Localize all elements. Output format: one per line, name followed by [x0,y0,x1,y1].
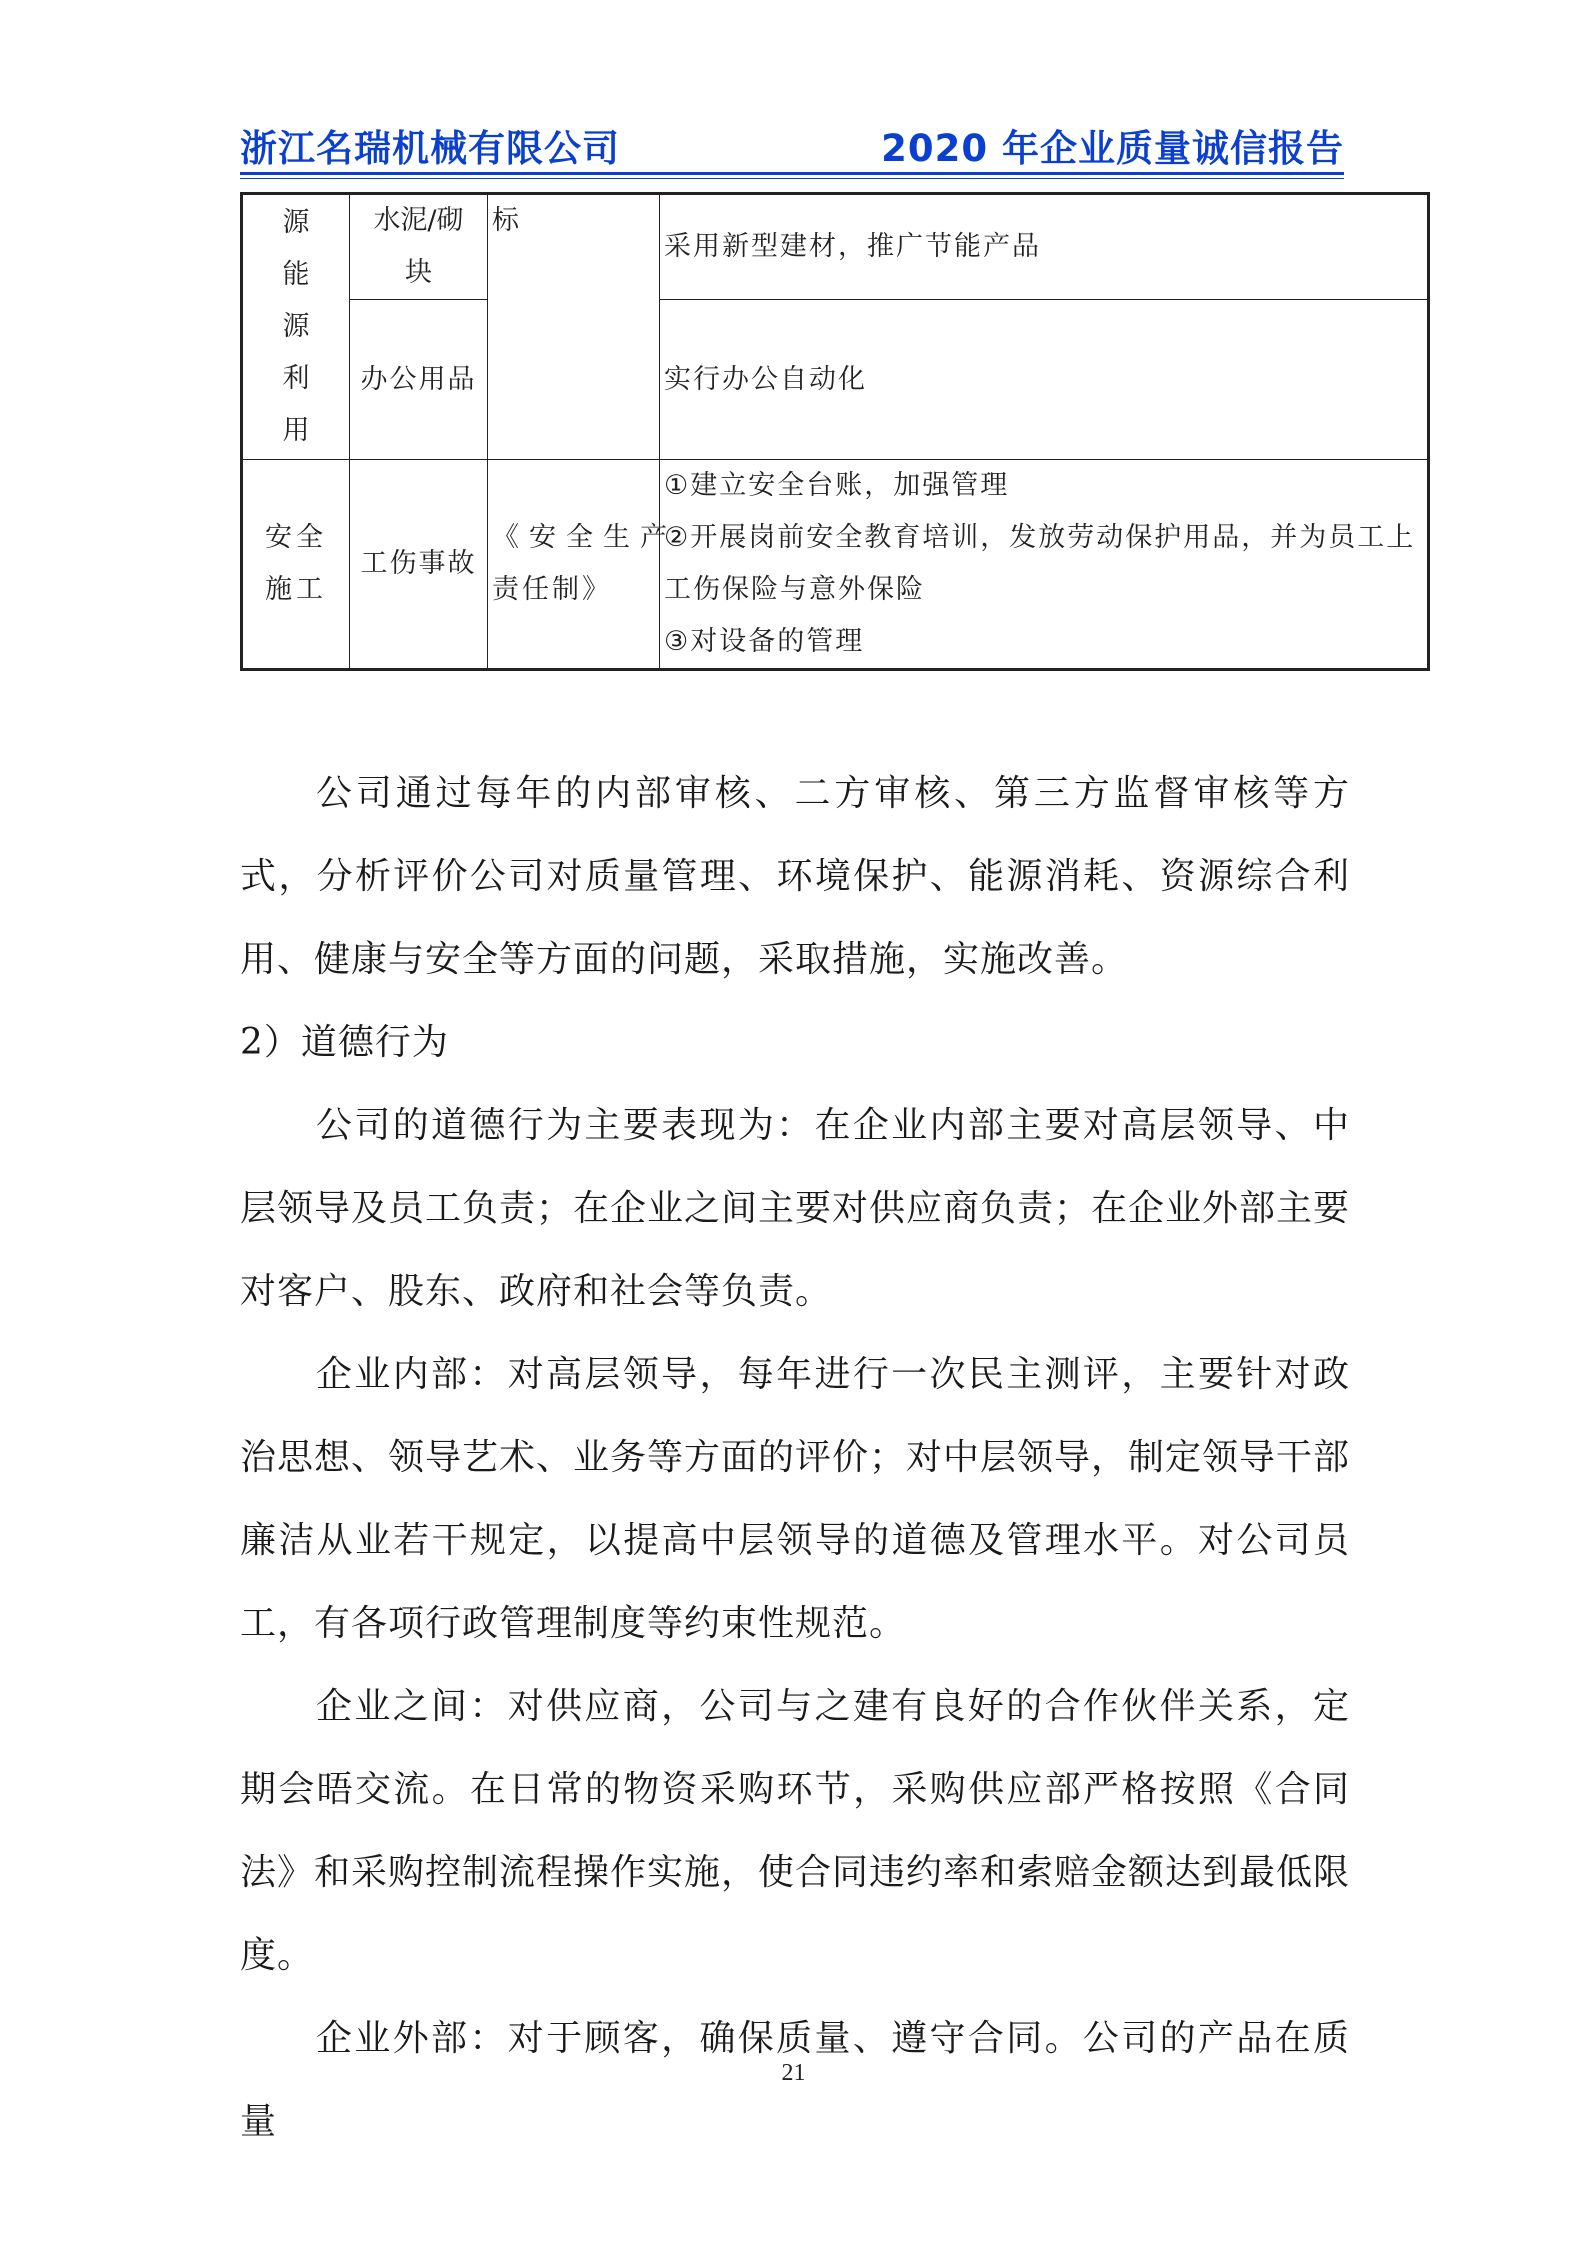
table-row [242,300,1429,460]
header-rule [240,172,1344,175]
category-char: 源 [282,207,310,238]
paragraph-external: 企业外部：对于顾客，确保质量、遵守合同。公司的产品在质量 [240,2018,1350,2142]
header-bar [240,118,1344,174]
paragraph-audit: 公司通过每年的内部审核、二方审核、第三方监督审核等方式，分析评价公司对质量管理、环境保护、能源消耗、资源综合利用、健康与安全等方面的问题，采取措施，实施改善。 [240,773,1350,980]
category-char: 源 [282,311,310,342]
measure-cell [660,300,1429,460]
measure-cell [660,194,1429,300]
page-number: 21 [781,2060,806,2086]
paragraph-between: 企业之间：对供应商，公司与之建有良好的合作伙伴关系，定期会晤交流。在日常的物资采购环节，采购供应部严格按照《合同法》和采购控制流程操作实施，使合同违约率和索赔金额达到最低限度。 [240,1686,1351,1976]
table-row [242,460,1429,670]
list-item: 工伤保险与意外保险 [664,574,925,605]
category-line: 施工 [265,574,327,605]
standard-cell [488,194,660,460]
standard-text: 标 [492,205,525,236]
list-item: ①建立安全台账，加强管理 [664,470,1010,501]
section-heading: 2）道德行为 [240,1022,449,1063]
list-item: ②开展岗前安全教育培训，发放劳动保护用品，并为员工上 [664,522,1416,553]
item-name-line: 办公用品 [360,363,477,395]
paragraph-ethics: 公司的道德行为主要表现为：在企业内部主要对高层领导、中层领导及员工负责；在企业之间主要对供应商负责；在企业外部主要对客户、股东、政府和社会等负责。 [240,1105,1351,1312]
item-office [350,300,488,460]
standard-line: 《安全生产 [492,522,677,553]
category-line: 安全 [265,522,327,553]
header-rule-thin [240,178,1344,179]
category-char: 用 [282,415,310,446]
body-text [240,752,1350,2163]
measure-text: 实行办公自动化 [664,363,867,395]
category-char: 利 [282,363,310,394]
category-energy [242,194,350,460]
category-safety [242,460,350,670]
paragraph-internal: 企业内部：对高层领导，每年进行一次民主测评，主要针对政治思想、领导艺术、业务等方面的评价；对中层领导，制定领导干部廉洁从业若干规定，以提高中层领导的道德及管理水平。对公司员工，有各项行政管理制度等约束性规范。 [240,1354,1351,1644]
item-name-line: 水泥/砌 [373,205,464,236]
standard-line: 责任制》 [492,574,612,605]
item-name-line: 块 [405,257,432,288]
list-item: ③对设备的管理 [664,626,865,657]
table-row [242,194,1429,300]
standard-cell [488,460,677,670]
report-title: 2020 年企业质量诚信报告 [881,127,1344,170]
company-name: 浙江名瑞机械有限公司 [240,127,620,170]
category-char: 能 [282,259,310,290]
management-table [240,192,1430,671]
item-name: 工伤事故 [360,548,477,579]
item-injury [350,460,488,670]
item-cement [350,194,488,300]
measure-list [660,460,1429,670]
measure-text: 采用新型建材，推广节能产品 [664,231,1041,262]
